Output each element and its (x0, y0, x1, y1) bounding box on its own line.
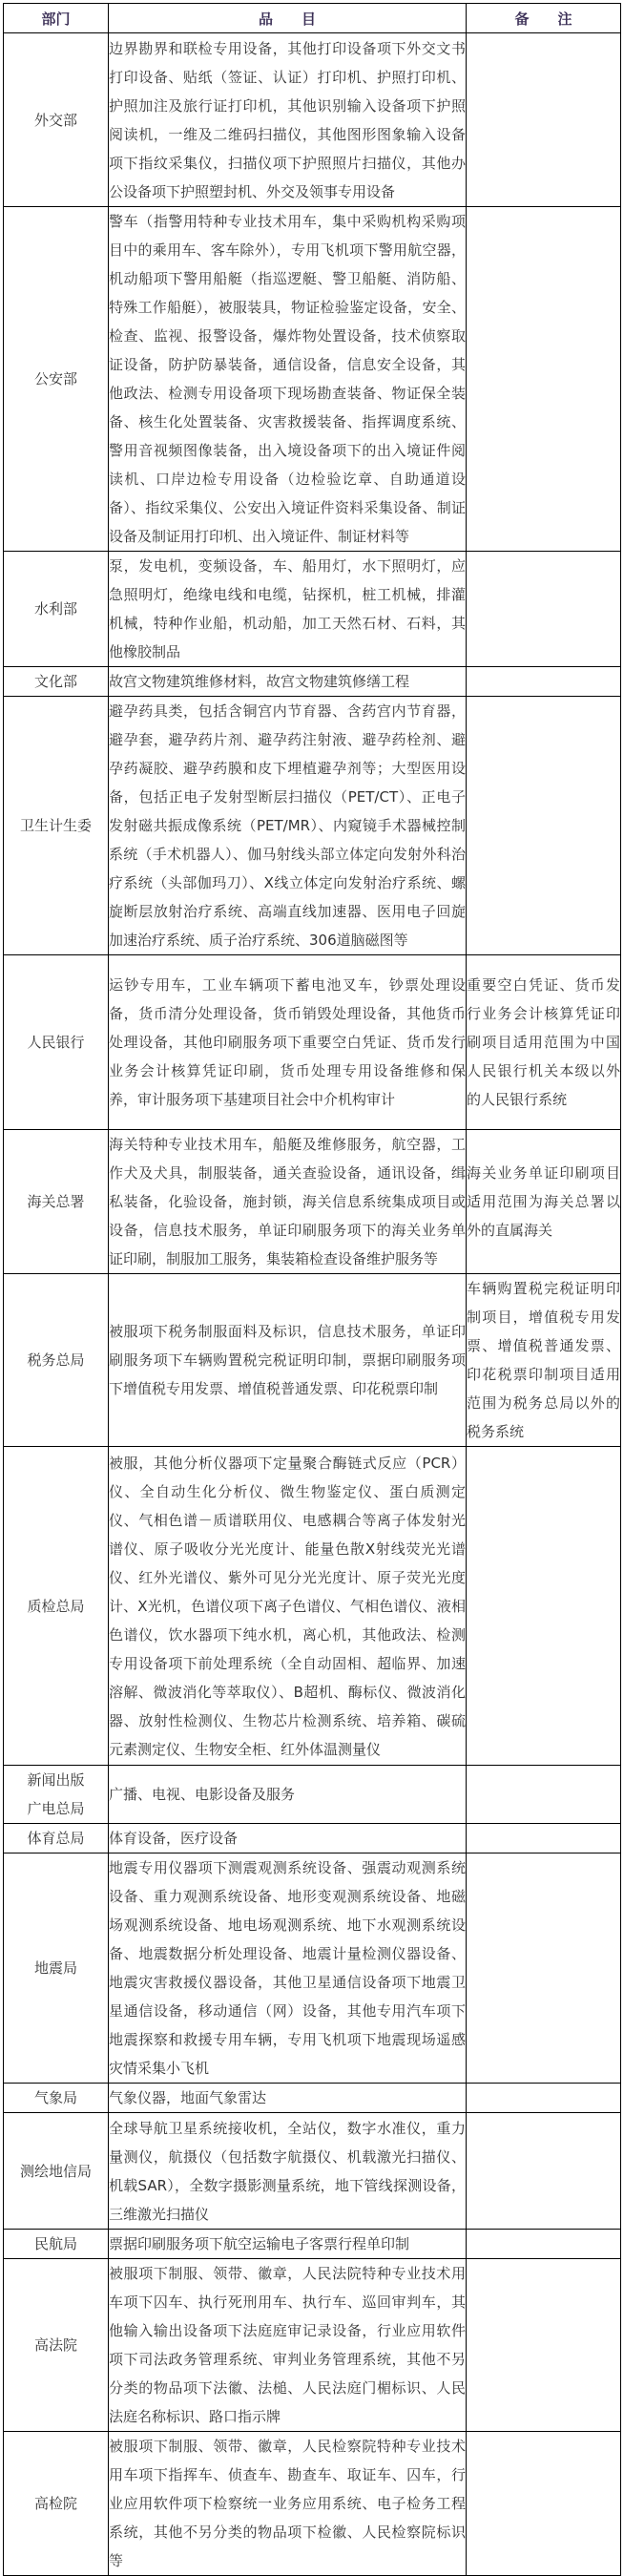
dept-cell: 质检总局 (4, 1447, 109, 1766)
dept-cell: 人民银行 (4, 955, 109, 1130)
dept-cell: 水利部 (4, 552, 109, 667)
items-cell: 避孕药具类，包括含铜宫内节育器、含药宫内节育器，避孕套，避孕药片剂、避孕药注射液、避孕药栓剂、避孕药凝胶、避孕药膜和皮下埋植避孕剂等；大型医用设备，包括正电子发射型断层扫描仪（PET/CT）、正电子发射磁共振成像系统（PET/MR）、内窥镜手术器械控制系统（手术机器人）、伽马射线头部立体定向发射外科治疗系统（头部伽玛刀）、X线立体定向发射治疗系统、螺旋断层放射治疗系统、高端直线加速器、医用电子回旋加速治疗系统、质子治疗系统、306道脑磁图等 (109, 697, 467, 955)
note-cell: 车辆购置税完税证明印制项目，增值税专用发票、增值税普通发票、印花税票印制项目适用范围为税务总局以外的税务系统 (467, 1274, 621, 1447)
procurement-table (3, 3, 621, 2576)
table-row (4, 1853, 621, 2084)
dept-cell: 公安部 (4, 207, 109, 552)
items-cell: 运钞专用车，工业车辆项下蓄电池叉车，钞票处理设备，货币清分处理设备，货币销毁处理设备，其他货币处理设备，其他印刷服务项下重要空白凭证、货币发行业务会计核算凭证印刷，货币处理专用设备维修和保养，审计服务项下基建项目社会中介机构审计 (109, 955, 467, 1130)
table-row (4, 1766, 621, 1824)
dept-cell: 高检院 (4, 2432, 109, 2576)
table-row (4, 667, 621, 697)
items-cell: 海关特种专业技术用车，船艇及维修服务，航空器，工作犬及犬具，制服装备，通关查验设备，通讯设备，缉私装备，化验设备，施封锁，海关信息系统集成项目或设备，信息技术服务，单证印刷服务项下的海关业务单证印刷，制服加工服务，集装箱检查设备维护服务等 (109, 1130, 467, 1274)
dept-cell: 卫生计生委 (4, 697, 109, 955)
table-row (4, 1824, 621, 1853)
table-row (4, 552, 621, 667)
items-cell: 地震专用仪器项下测震观测系统设备、强震动观测系统设备、重力观测系统设备、地形变观测系统设备、地磁场观测系统设备、地电场观测系统、地下水观测系统设备、地震数据分析处理设备、地震计量检测仪器设备、地震灾害救援仪器设备，其他卫星通信设备项下地震卫星通信设备，移动通信（网）设备，其他专用汽车项下地震探察和救援专用车辆，专用飞机项下地震现场遥感灾情采集小飞机 (109, 1853, 467, 2084)
note-cell (467, 2259, 621, 2432)
table-body (4, 33, 621, 2576)
items-cell: 被服项下制服、领带、徽章，人民检察院特种专业技术用车项下指挥车、侦查车、勘查车、取证车、囚车，行业应用软件项下检察统一业务应用系统、电子检务工程系统，其他不另分类的物品项下检徽、人民检察院标识等 (109, 2432, 467, 2576)
note-cell (467, 1824, 621, 1853)
table-row (4, 2432, 621, 2576)
note-cell (467, 552, 621, 667)
table-row (4, 955, 621, 1130)
note-cell (467, 697, 621, 955)
note-cell (467, 667, 621, 697)
note-cell (467, 2230, 621, 2259)
dept-cell: 地震局 (4, 1853, 109, 2084)
dept-cell: 海关总署 (4, 1130, 109, 1274)
note-cell (467, 2084, 621, 2113)
items-cell: 被服项下税务制服面料及标识，信息技术服务，单证印刷服务项下车辆购置税完税证明印制，票据印刷服务项下增值税专用发票、增值税普通发票、印花税票印制 (109, 1274, 467, 1447)
table-row (4, 207, 621, 552)
table-row (4, 1130, 621, 1274)
dept-cell: 民航局 (4, 2230, 109, 2259)
table-row (4, 2113, 621, 2230)
note-cell (467, 1853, 621, 2084)
items-cell: 体育设备，医疗设备 (109, 1824, 467, 1853)
items-cell: 广播、电视、电影设备及服务 (109, 1766, 467, 1824)
items-cell: 故宫文物建筑维修材料，故宫文物建筑修缮工程 (109, 667, 467, 697)
dept-cell: 体育总局 (4, 1824, 109, 1853)
table-row (4, 2259, 621, 2432)
note-cell (467, 33, 621, 207)
items-cell: 全球导航卫星系统接收机，全站仪，数字水准仪，重力量测仪，航摄仪（包括数字航摄仪、机载激光扫描仪、机载SAR），全数字摄影测量系统，地下管线探测设备，三维激光扫描仪 (109, 2113, 467, 2230)
column-header-note: 备 注 (467, 4, 621, 33)
note-cell (467, 1766, 621, 1824)
table-row (4, 1274, 621, 1447)
column-header-items: 品 目 (109, 4, 467, 33)
dept-cell: 气象局 (4, 2084, 109, 2113)
table-row (4, 33, 621, 207)
note-cell: 重要空白凭证、货币发行业务会计核算凭证印刷项目适用范围为中国人民银行机关本级以外的人民银行系统 (467, 955, 621, 1130)
note-cell (467, 1447, 621, 1766)
note-cell (467, 207, 621, 552)
items-cell: 被服项下制服、领带、徽章，人民法院特种专业技术用车项下囚车、执行死刑用车、执行车、巡回审判车，其他输入输出设备项下法庭庭审记录设备，行业应用软件项下司法政务管理系统、审判业务管理系统，其他不另分类的物品项下法徽、法槌、人民法庭门楣标识、人民法庭名称标识、路口指示牌 (109, 2259, 467, 2432)
table-row (4, 697, 621, 955)
items-cell: 气象仪器，地面气象雷达 (109, 2084, 467, 2113)
dept-cell: 外交部 (4, 33, 109, 207)
dept-cell: 测绘地信局 (4, 2113, 109, 2230)
items-cell: 票据印刷服务项下航空运输电子客票行程单印制 (109, 2230, 467, 2259)
table-header-row (4, 4, 621, 33)
note-cell: 海关业务单证印刷项目适用范围为海关总署以外的直属海关 (467, 1130, 621, 1274)
note-cell (467, 2113, 621, 2230)
table-row (4, 1447, 621, 1766)
items-cell: 警车（指警用特种专业技术用车，集中采购机构采购项目中的乘用车、客车除外），专用飞机项下警用航空器，机动船项下警用船艇（指巡逻艇、警卫船艇、消防船、特殊工作船艇），被服装具，物证检验鉴定设备，安全、检查、监视、报警设备，爆炸物处置设备，技术侦察取证设备，防护防暴装备，通信设备，信息安全设备，其他政法、检测专用设备项下现场勘查装备、物证保全装备、核生化处置装备、灾害救援装备、指挥调度系统、警用音视频图像装备，出入境设备项下的出入境证件阅读机、口岸边检专用设备（边检验讫章、自助通道设备）、指纹采集仪、公安出入境证件资料采集设备、制证设备及制证用打印机、出入境证件、制证材料等 (109, 207, 467, 552)
items-cell: 泵，发电机，变频设备，车、船用灯，水下照明灯，应急照明灯，绝缘电线和电缆，钻探机，桩工机械，排灌机械，特种作业船，机动船，加工天然石材、石料，其他橡胶制品 (109, 552, 467, 667)
table-row (4, 2230, 621, 2259)
items-cell: 被服，其他分析仪器项下定量聚合酶链式反应（PCR）仪、全自动生化分析仪、微生物鉴定仪、蛋白质测定仪、气相色谱－质谱联用仪、电感耦合等离子体发射光谱仪、原子吸收分光光度计、能量色散X射线荧光光谱仪、红外光谱仪、紫外可见分光光度计、原子荧光光度计、X光机，色谱仪项下离子色谱仪、气相色谱仪、液相色谱仪，饮水器项下纯水机，离心机，其他政法、检测专用设备项下前处理系统（全自动固相、超临界、加速溶解、微波消化等萃取仪）、B超机、酶标仪、微波消化器、放射性检测仪、生物芯片检测系统、培养箱、碳硫元素测定仪、生物安全柜、红外体温测量仪 (109, 1447, 467, 1766)
dept-cell: 文化部 (4, 667, 109, 697)
items-cell: 边界勘界和联检专用设备，其他打印设备项下外交文书打印设备、贴纸（签证、认证）打印机、护照打印机、护照加注及旅行证打印机，其他识别输入设备项下护照阅读机，一维及二维码扫描仪，其他图形图象输入设备项下指纹采集仪，扫描仪项下护照照片扫描仪，其他办公设备项下护照塑封机、外交及领事专用设备 (109, 33, 467, 207)
column-header-dept: 部门 (4, 4, 109, 33)
dept-cell: 新闻出版广电总局 (4, 1766, 109, 1824)
note-cell (467, 2432, 621, 2576)
dept-cell: 税务总局 (4, 1274, 109, 1447)
table-row (4, 2084, 621, 2113)
dept-cell: 高法院 (4, 2259, 109, 2432)
